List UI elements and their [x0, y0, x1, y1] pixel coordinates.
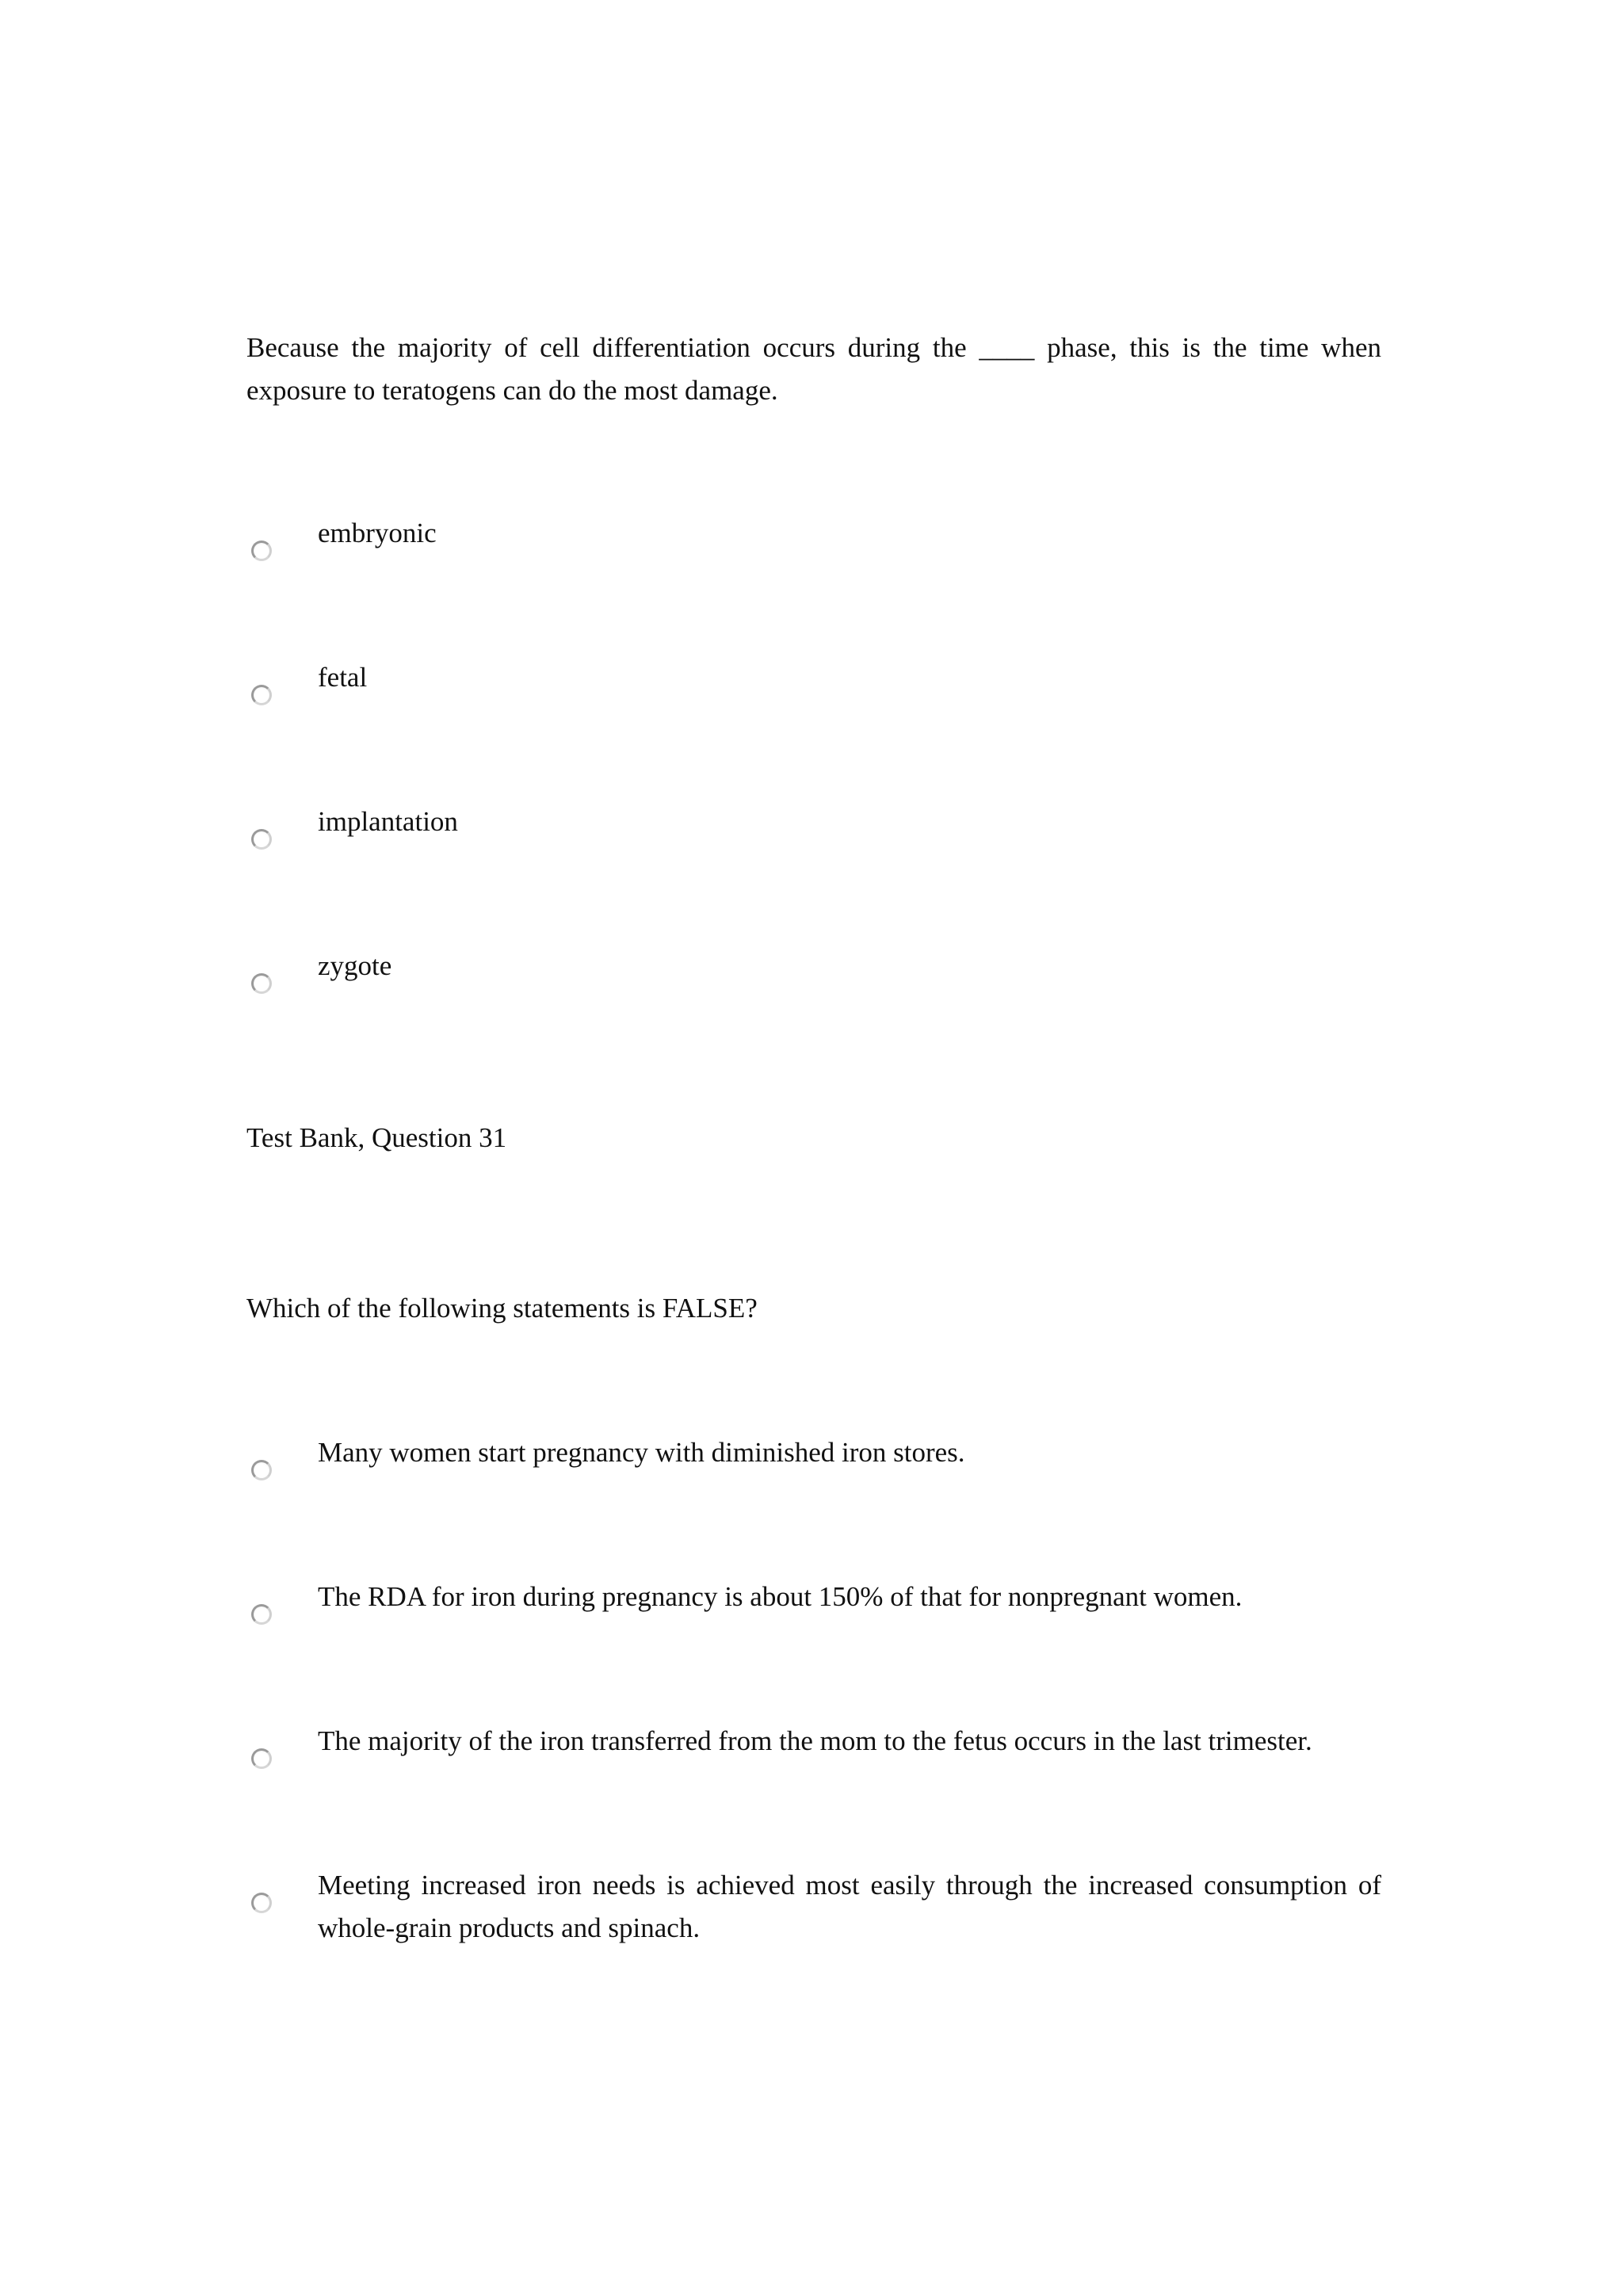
- radio-button-icon[interactable]: [251, 685, 272, 705]
- answer-option-label: Meeting increased iron needs is achieved most easily through the increased consumption of whole-grain products and spinach.: [318, 1870, 1381, 1943]
- radio-button-icon[interactable]: [251, 1460, 272, 1480]
- question-header: Test Bank, Question 31: [246, 1122, 507, 1153]
- radio-button-icon[interactable]: [251, 829, 272, 850]
- radio-button-icon[interactable]: [251, 541, 272, 561]
- answer-option-embryonic[interactable]: [246, 518, 1381, 594]
- answer-option-label: The RDA for iron during pregnancy is about 150% of that for nonpregnant women.: [318, 1581, 1243, 1612]
- answer-option-fetal[interactable]: [246, 662, 1381, 739]
- radio-button-icon[interactable]: [251, 1893, 272, 1913]
- question-text: Which of the following statements is FALSE?: [246, 1293, 758, 1324]
- answer-option-label: embryonic: [318, 518, 437, 548]
- radio-button-icon[interactable]: [251, 1604, 272, 1625]
- radio-button-icon[interactable]: [251, 1748, 272, 1769]
- answer-option-2[interactable]: [246, 1581, 1381, 1658]
- answer-option-implantation[interactable]: [246, 806, 1381, 883]
- answer-option-label: fetal: [318, 662, 368, 693]
- answer-option-label: Many women start pregnancy with diminished iron stores.: [318, 1437, 965, 1468]
- question-text: Because the majority of cell differentiation occurs during the ____ phase, this is the time when exposure to teratogens can do the most damage.: [246, 332, 1381, 406]
- answer-option-label: zygote: [318, 950, 392, 981]
- answer-option-zygote[interactable]: [246, 950, 1381, 1027]
- answer-option-4[interactable]: [246, 1870, 1381, 1946]
- answer-option-1[interactable]: [246, 1437, 1381, 1514]
- radio-button-icon[interactable]: [251, 973, 272, 994]
- answer-option-label: implantation: [318, 806, 458, 837]
- answer-option-3[interactable]: [246, 1725, 1381, 1802]
- answer-option-label: The majority of the iron transferred from the mom to the fetus occurs in the last trimester.: [318, 1725, 1312, 1756]
